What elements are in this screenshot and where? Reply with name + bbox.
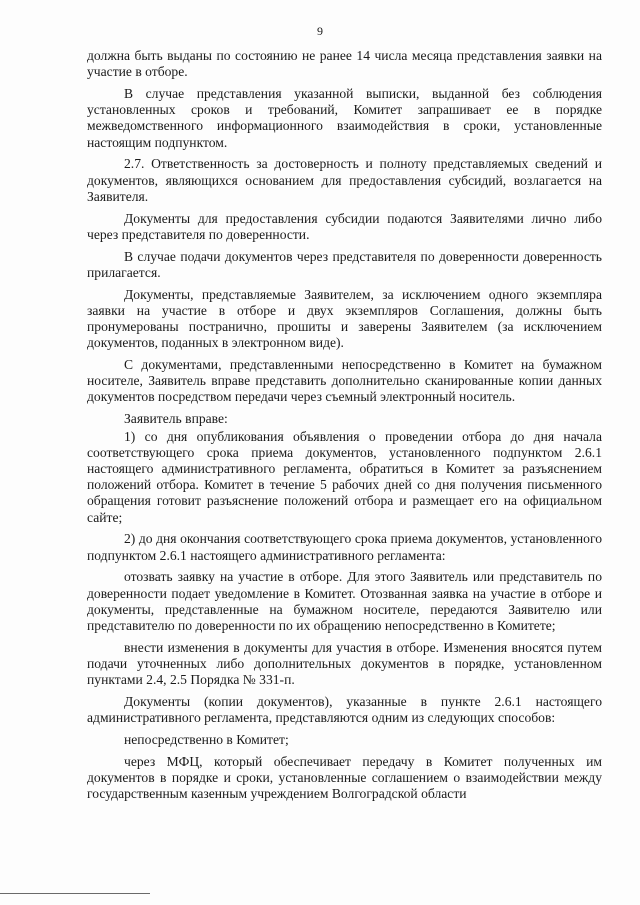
paragraph-continuation: должна быть выданы по состоянию не ранее 14 числа месяца представления заявки на участие в отборе.	[87, 48, 602, 80]
paragraph-document-numbering: Документы, представляемые Заявителем, за исключением одного экземпляра заявки на участие в отборе и двух экземпляров Соглашения, должны быть пронумерованы постранично, прошиты и заверены Заявителем (за исключением документов, поданных в электронном виде).	[87, 286, 602, 351]
paragraph-extract-deadline: В случае представления указанной выписки, выданной без соблюдения установленных сроков и требований, Комитет запрашивает ее в порядке межведомственного информационного взаимодействия в сроки, установленные настоящим подпунктом.	[87, 86, 602, 150]
document-body	[87, 48, 602, 808]
paragraph-power-of-attorney: В случае подачи документов через представителя по доверенности доверенность прилагается.	[87, 248, 602, 280]
paragraph-withdraw-application: отозвать заявку на участие в отборе. Для этого Заявитель или представитель по доверенности подает уведомление в Комитет. Отозванная заявка на участие в отборе и документы, представленные на бумажном носителе, передаются Заявителю или представителю по доверенности по их обращению непосредственно в Комитете;	[87, 569, 602, 634]
paragraph-submission-ways: Документы (копии документов), указанные в пункте 2.6.1 настоящего административного регламента, представляются одним из следующих способов:	[87, 694, 602, 726]
paragraph-direct-submission: непосредственно в Комитет;	[124, 732, 289, 748]
paragraph-right-2: 2) до дня окончания соответствующего срока приема документов, установленного подпунктом 2.6.1 настоящего административного регламента:	[87, 531, 602, 563]
paragraph-scanned-copies: С документами, представленными непосредственно в Комитет на бумажном носителе, Заявитель вправе представить дополнительно сканированные копии данных документов посредством передачи через съемный электронный носитель.	[87, 357, 602, 405]
paragraph-submission-method: Документы для предоставления субсидии подаются Заявителями лично либо через представителя по доверенности.	[87, 210, 602, 242]
paragraph-amend-documents: внести изменения в документы для участия в отборе. Изменения вносятся путем подачи уточненных либо дополнительных документов в порядке, установленном пунктами 2.4, 2.5 Порядка № 331-п.	[87, 639, 602, 688]
paragraph-right-1: 1) со дня опубликования объявления о проведении отбора до дня начала соответствующего срока приема документов, установленного подпунктом 2.6.1 настоящего административного регламента, обратиться в Комитет за разъяснением положений отбора. Комитет в течение 5 рабочих дней со дня получения письменного обращения готовит разъяснение положений отбора и размещает его на официальном сайте;	[87, 428, 602, 525]
paragraph-mfc-submission: через МФЦ, который обеспечивает передачу в Комитет полученных им документов в порядке и сроки, установленные соглашением о взаимодействии между государственным казенным учреждением Волгоградской области	[87, 753, 602, 802]
paragraph-applicant-rights-heading: Заявитель вправе:	[124, 411, 228, 427]
footer-rule	[0, 893, 150, 894]
page-number: 9	[317, 24, 323, 38]
paragraph-responsibility: 2.7. Ответственность за достоверность и полноту представляемых сведений и документов, являющихся основанием для предоставления субсидий, возлагается на Заявителя.	[87, 156, 602, 204]
